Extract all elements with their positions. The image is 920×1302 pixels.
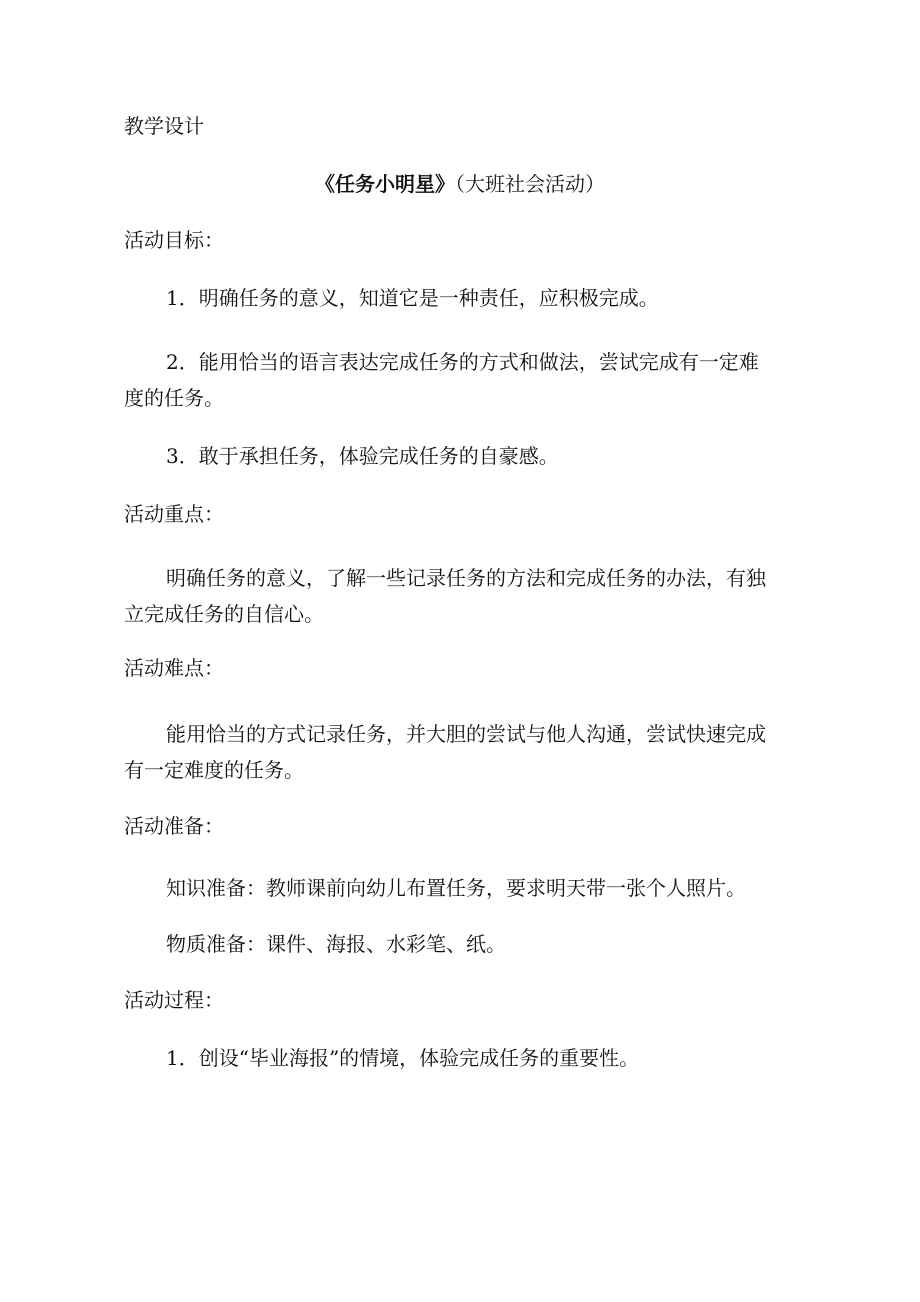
difficulties-text: 能用恰当的方式记录任务，并大胆的尝试与他人沟通，尝试快速完成有一定难度的任务。: [124, 722, 766, 782]
doc-type-label: 教学设计: [124, 114, 204, 138]
goal-item-1: 1．明确任务的意义，知道它是一种责任，应积极完成。: [166, 286, 659, 310]
preparation-materials: 物质准备：课件、海报、水彩笔、纸。: [166, 932, 506, 956]
key-points-heading: 活动重点：: [124, 502, 224, 526]
title-main: 《任务小明星》: [315, 172, 455, 196]
title-sub: （大班社会活动）: [455, 172, 605, 196]
goals-heading: 活动目标：: [124, 228, 224, 252]
preparation-knowledge: 知识准备：教师课前向幼儿布置任务，要求明天带一张个人照片。: [166, 876, 746, 900]
goal-item-3: 3．敢于承担任务，体验完成任务的自豪感。: [166, 444, 559, 468]
goal-item-2: 2．能用恰当的语言表达完成任务的方式和做法，尝试完成有一定难度的任务。: [124, 350, 759, 410]
process-heading: 活动过程：: [124, 988, 224, 1012]
difficulties-heading: 活动难点：: [124, 656, 224, 680]
document-title: [0, 166, 920, 202]
preparation-heading: 活动准备：: [124, 814, 224, 838]
key-points-text: 明确任务的意义，了解一些记录任务的方法和完成任务的办法，有独立完成任务的自信心。: [124, 566, 766, 626]
process-item-1: 1．创设“毕业海报”的情境，体验完成任务的重要性。: [166, 1046, 640, 1070]
